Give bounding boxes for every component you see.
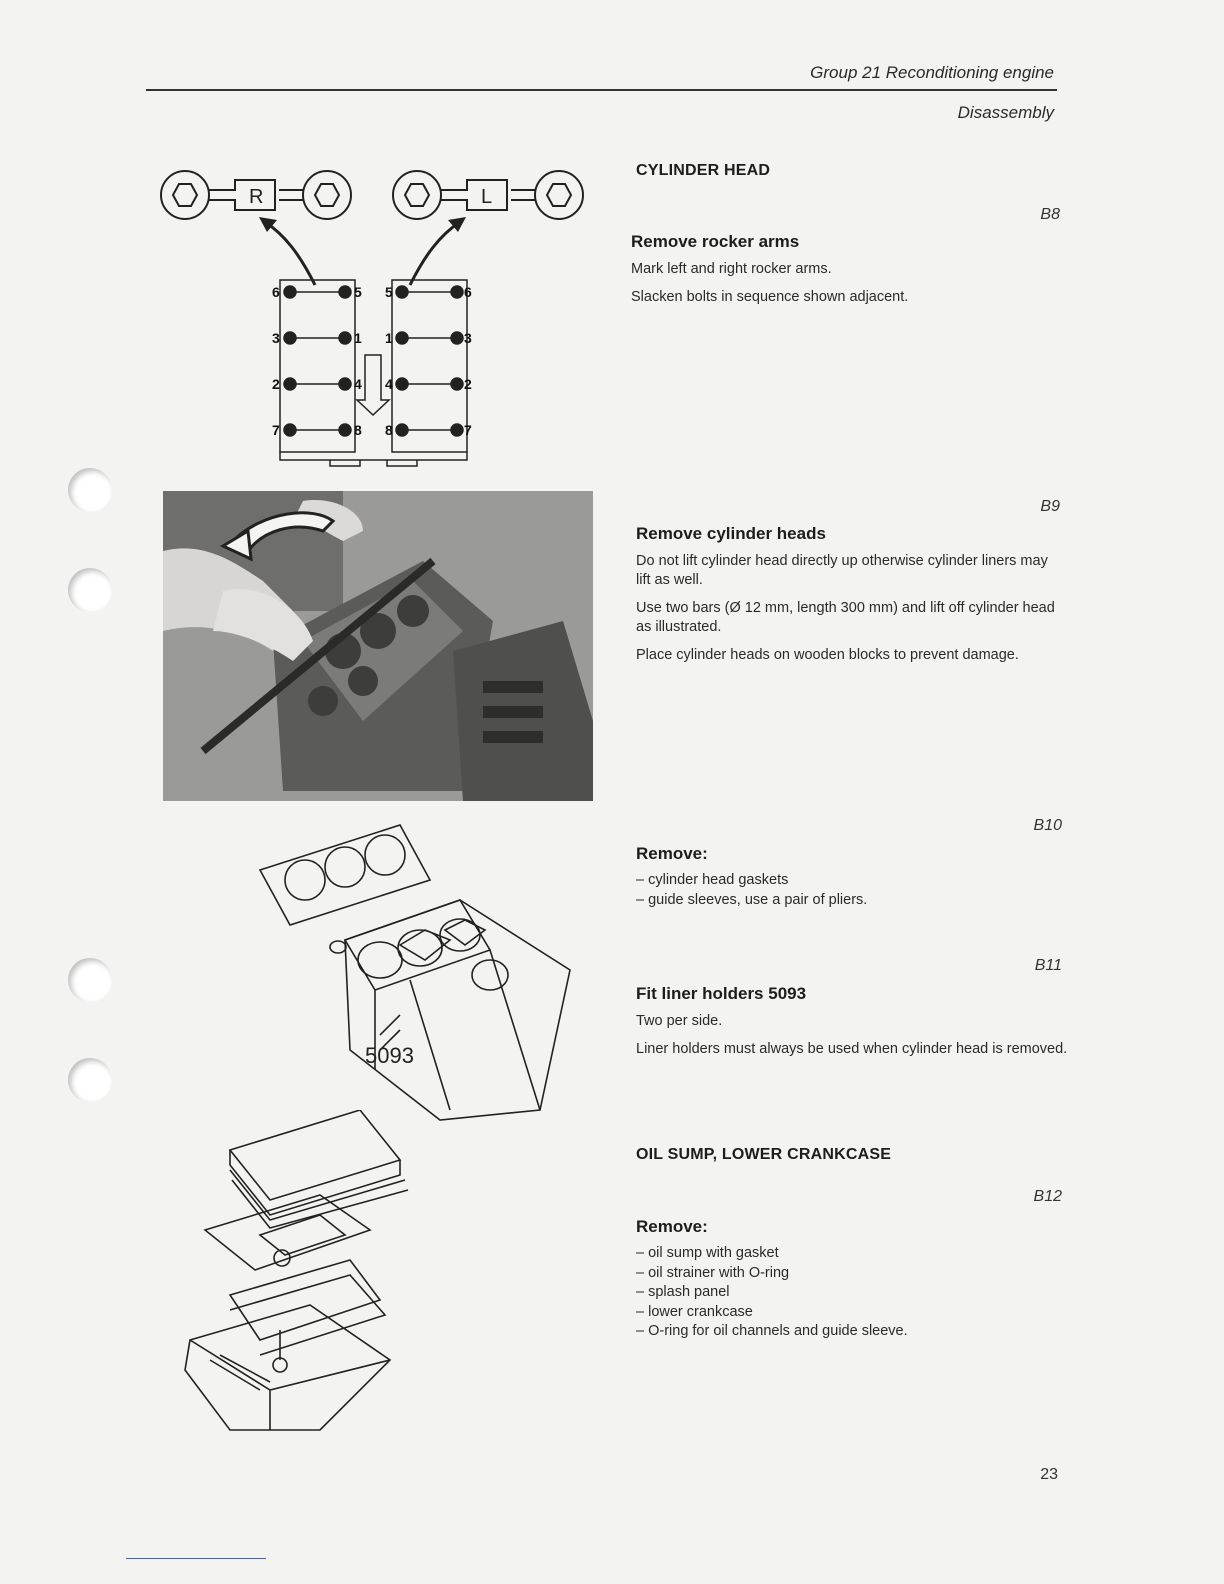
list-item: – oil strainer with O-ring — [636, 1264, 1066, 1284]
step-list-b12 — [636, 1244, 1066, 1342]
step-line: Slacken bolts in sequence shown adjacent. — [631, 289, 909, 305]
section-title-oil-sump: OIL SUMP, LOWER CRANKCASE — [636, 1146, 892, 1163]
step-text-b8 — [631, 260, 1063, 316]
bolt-number: 4 — [385, 376, 393, 392]
step-title-b8: Remove rocker arms — [631, 232, 800, 251]
bolt-number: 8 — [354, 422, 362, 438]
binder-hole — [68, 1058, 112, 1102]
list-item: – oil sump with gasket — [636, 1244, 1066, 1264]
list-item: – lower crankcase — [636, 1303, 1066, 1323]
bolt-number: 4 — [354, 376, 362, 392]
step-title-b9: Remove cylinder heads — [636, 524, 826, 543]
binder-hole — [68, 958, 112, 1002]
step-text-b11 — [636, 1012, 1068, 1068]
cylinder-head-removal-photo — [163, 491, 593, 801]
wrench-label-r: R — [249, 186, 264, 208]
bolt-number: 6 — [272, 284, 280, 300]
step-title-b11: Fit liner holders 5093 — [636, 984, 807, 1003]
list-item: – guide sleeves, use a pair of pliers. — [636, 891, 1066, 911]
step-title-b10: Remove: — [636, 844, 708, 863]
rocker-bolt-sequence-figure — [155, 160, 595, 475]
gasket-liner-holder-figure — [250, 820, 595, 1125]
step-line: Use two bars (Ø 12 mm, length 300 mm) and lift off cylinder head as illustrated. — [636, 600, 1055, 635]
wrench-label-l: L — [481, 186, 493, 208]
step-code-b9: B9 — [1040, 498, 1060, 515]
bottom-rule — [126, 1558, 266, 1559]
bolt-number: 1 — [385, 330, 393, 346]
bolt-number: 5 — [385, 284, 393, 300]
step-line: Place cylinder heads on wooden blocks to prevent damage. — [636, 647, 1019, 663]
bolt-number: 6 — [464, 284, 472, 300]
list-item: – cylinder head gaskets — [636, 871, 1066, 891]
bolt-number: 5 — [354, 284, 362, 300]
binder-hole — [68, 468, 112, 512]
bolt-number: 3 — [464, 330, 472, 346]
step-line: Do not lift cylinder head directly up otherwise cylinder liners may lift as well. — [636, 553, 1048, 588]
binder-hole — [68, 568, 112, 612]
bolt-number: 7 — [272, 422, 280, 438]
bolt-number: 7 — [464, 422, 472, 438]
bolt-number: 2 — [272, 376, 280, 392]
bolt-number: 3 — [272, 330, 280, 346]
step-code-b11: B11 — [1034, 957, 1062, 974]
step-title-b12: Remove: — [636, 1217, 708, 1236]
step-code-b8: B8 — [1040, 206, 1060, 223]
header-rule — [146, 89, 1057, 91]
list-item: – O-ring for oil channels and guide sleeve. — [636, 1322, 1066, 1342]
section-title-cylinder-head: CYLINDER HEAD — [636, 162, 771, 179]
section-header: Disassembly — [957, 103, 1054, 122]
group-header: Group 21 Reconditioning engine — [810, 63, 1054, 82]
step-line: Liner holders must always be used when cylinder head is removed. — [636, 1041, 1068, 1057]
step-code-b10: B10 — [1033, 817, 1062, 834]
list-item: – splash panel — [636, 1283, 1066, 1303]
bolt-number: 1 — [354, 330, 362, 346]
step-code-b12: B12 — [1033, 1188, 1062, 1205]
bolt-number: 2 — [464, 376, 472, 392]
liner-holder-label: 5093 — [365, 1043, 414, 1068]
step-text-b9 — [636, 552, 1066, 674]
step-list-b10 — [636, 871, 1066, 910]
step-line: Two per side. — [636, 1013, 723, 1029]
step-line: Mark left and right rocker arms. — [631, 261, 832, 277]
page-number: 23 — [1040, 1466, 1058, 1483]
oil-sump-exploded-figure — [170, 1110, 440, 1440]
bolt-number: 8 — [385, 422, 393, 438]
